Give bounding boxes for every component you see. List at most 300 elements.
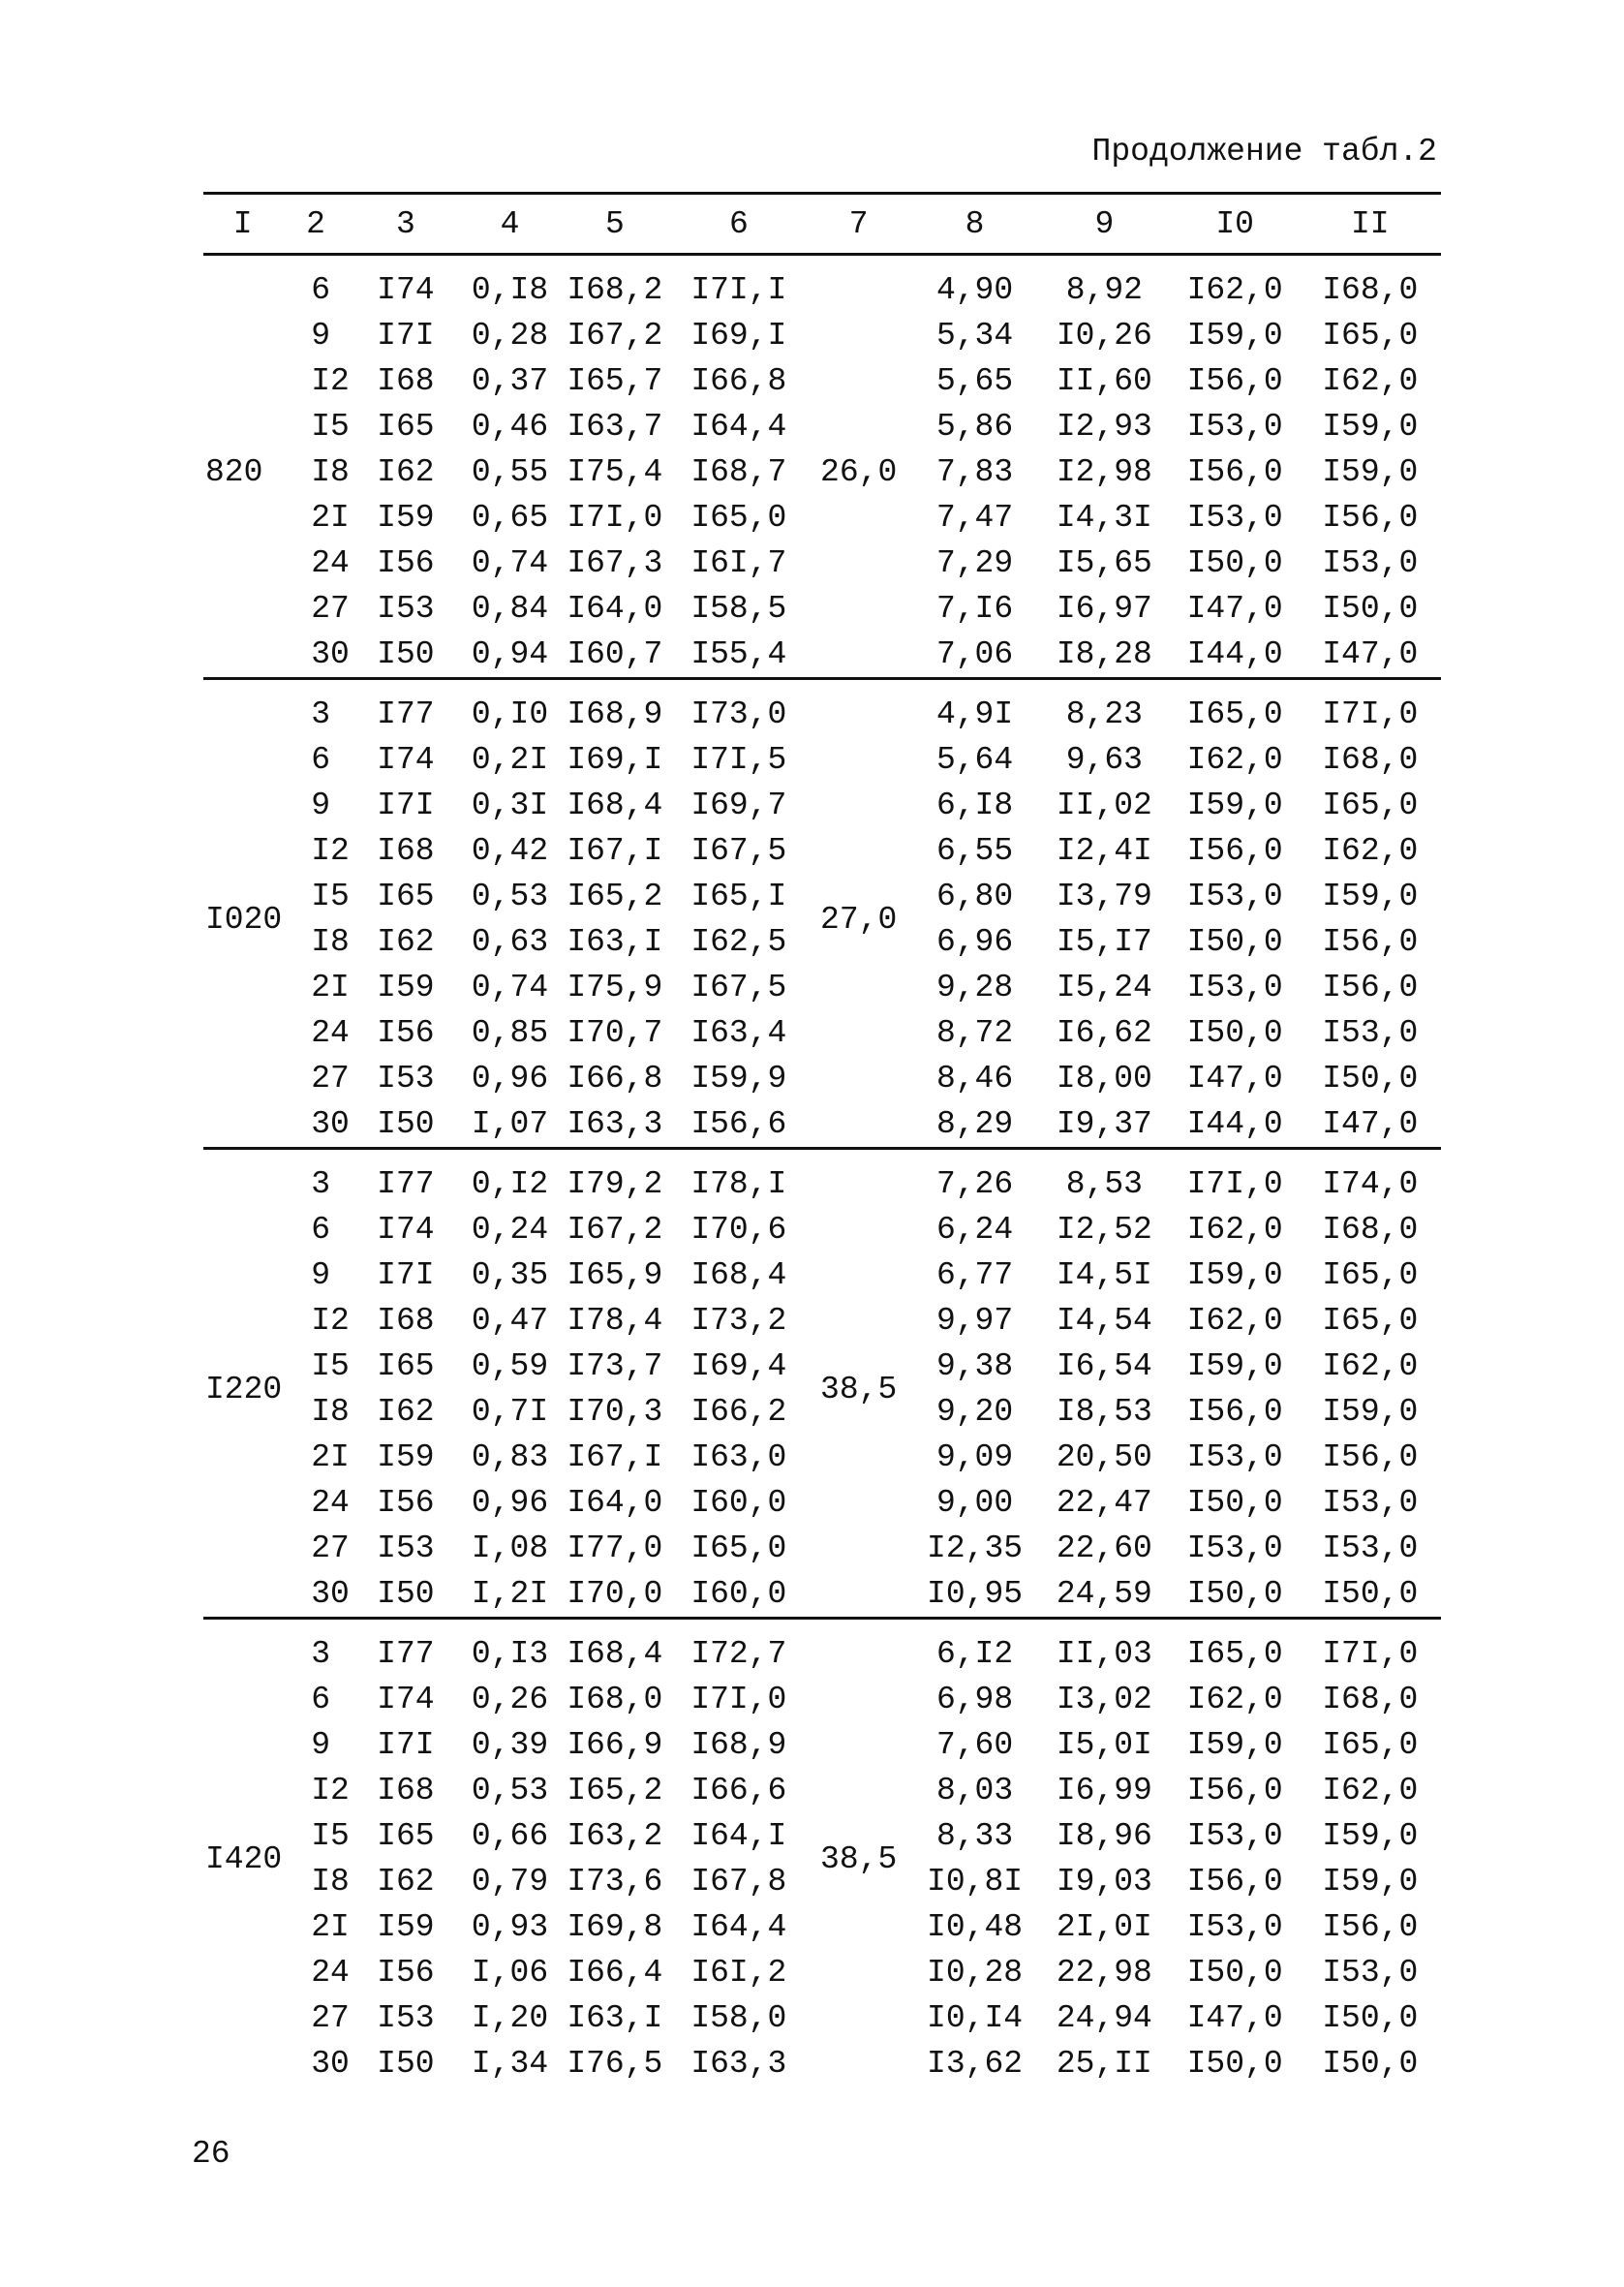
table-cell: I47,0 xyxy=(1322,636,1419,672)
table-cell: I62,0 xyxy=(1186,1303,1283,1339)
table-cell: 27 xyxy=(311,591,350,627)
group-col7-cell: 38,5 xyxy=(806,1149,911,1619)
table-cell: I67,5 xyxy=(690,833,787,869)
table-cell: I47,0 xyxy=(1322,1106,1419,1142)
table-cell: I67,2 xyxy=(567,1212,663,1248)
table-cell: I59,0 xyxy=(1322,1864,1419,1900)
table-cell: I50,0 xyxy=(1186,1955,1283,1991)
table-cell: I74 xyxy=(377,272,435,308)
table-cell: 24,94 xyxy=(1056,2000,1152,2036)
table-cell: I50,0 xyxy=(1322,1576,1419,1612)
table-cell: 9,00 xyxy=(935,1485,1014,1521)
group-label-cell: 820 xyxy=(205,454,263,490)
table-cell: I62,0 xyxy=(1322,833,1419,869)
table-cell: 6 xyxy=(311,742,331,778)
group-col7-cell: 26,0 xyxy=(820,454,898,490)
table-cell: I69,7 xyxy=(690,788,787,823)
table-cell: I64,0 xyxy=(567,1485,663,1521)
table-cell: I53,0 xyxy=(1186,879,1283,914)
table-cell: I53,0 xyxy=(1186,500,1283,536)
table-cell: I44,0 xyxy=(1186,636,1283,672)
table-cell: I50 xyxy=(377,1106,435,1142)
table-cell: 2I xyxy=(311,1439,350,1475)
table-cell: I50,0 xyxy=(1322,1061,1419,1097)
table-cell: 9,38 xyxy=(935,1348,1014,1384)
table-cell: I6,97 xyxy=(1056,591,1152,627)
column-header: 3 xyxy=(350,194,462,255)
group-col7-cell: 27,0 xyxy=(806,679,911,1149)
table-cell: 0,53 xyxy=(471,1773,549,1808)
table-cell: 0,96 xyxy=(471,1485,549,1521)
table-cell: I56,0 xyxy=(1322,1439,1419,1475)
page-number: 26 xyxy=(192,2136,230,2172)
table-cell: I65 xyxy=(377,1348,435,1384)
table-cell: I56,0 xyxy=(1186,1773,1283,1808)
table-cell: I62,0 xyxy=(1186,742,1283,778)
table-cell: I59 xyxy=(377,1439,435,1475)
table-cell: I63,3 xyxy=(690,2046,787,2082)
table-cell: I5,24 xyxy=(1056,970,1152,1005)
table-cell: I65,0 xyxy=(1322,1303,1419,1339)
table-cell: I56,0 xyxy=(1322,1909,1419,1945)
table-cell: I56 xyxy=(377,1015,435,1051)
table-cell: I50,0 xyxy=(1322,2046,1419,2082)
table-cell: I,2I xyxy=(471,1576,549,1612)
table-cell: I53,0 xyxy=(1186,409,1283,445)
table-cell: 9,28 xyxy=(935,970,1014,1005)
table-cell: I77 xyxy=(350,679,462,738)
table-cell: 6,I8 xyxy=(935,788,1014,823)
table-cell: I6,99 xyxy=(1056,1773,1152,1808)
table-cell: 6 xyxy=(311,1682,331,1717)
table-cell: I59,0 xyxy=(1186,1727,1283,1763)
table-cell: I53,0 xyxy=(1322,1530,1419,1566)
table-cell: I65,0 xyxy=(690,500,787,536)
table-cell: 0,96 xyxy=(471,1061,549,1097)
table-cell: I67,I xyxy=(567,1439,663,1475)
table-cell: I6,54 xyxy=(1056,1348,1152,1384)
table-cell: I0,95 xyxy=(927,1576,1024,1612)
table-cell: I50,0 xyxy=(1186,924,1283,960)
table-cell: I58,0 xyxy=(690,2000,787,2036)
table-cell: I56,0 xyxy=(1186,833,1283,869)
table-cell: I70,0 xyxy=(567,1576,663,1612)
table-cell: I65,0 xyxy=(1322,788,1419,823)
table-cell: 24 xyxy=(311,1015,350,1051)
table-row xyxy=(203,679,1441,738)
table-cell: I2,98 xyxy=(1056,454,1152,490)
table-cell: 0,83 xyxy=(471,1439,549,1475)
table-cell: 5,64 xyxy=(935,742,1014,778)
table-cell: 0,53 xyxy=(471,879,549,914)
table-cell: 22,47 xyxy=(1056,1485,1152,1521)
table-cell: 27 xyxy=(311,2000,350,2036)
table-cell: I5,0I xyxy=(1056,1727,1152,1763)
table-cell: I70,6 xyxy=(690,1212,787,1248)
table-cell: I67,I xyxy=(567,833,663,869)
table-cell: I75,4 xyxy=(567,454,663,490)
table-cell: 0,2I xyxy=(471,742,549,778)
table-cell: I64,4 xyxy=(690,1909,787,1945)
table-cell: I56,0 xyxy=(1322,500,1419,536)
table-cell: I63,7 xyxy=(567,409,663,445)
table-cell: I66,8 xyxy=(567,1061,663,1097)
table-cell: I68,0 xyxy=(1322,742,1419,778)
group-col7-cell: 38,5 xyxy=(806,1619,911,2087)
table-cell: I69,8 xyxy=(567,1909,663,1945)
table-cell: I4,3I xyxy=(1056,500,1152,536)
table-row xyxy=(203,1149,1441,1208)
table-cell: 0,79 xyxy=(471,1864,549,1900)
table-cell: I63,4 xyxy=(690,1015,787,1051)
table-cell: I50,0 xyxy=(1186,2046,1283,2082)
column-header: I xyxy=(203,194,282,255)
table-cell: I,07 xyxy=(471,1106,549,1142)
table-cell: I50,0 xyxy=(1186,545,1283,581)
table-cell: 30 xyxy=(311,1106,350,1142)
table-cell: I6I,7 xyxy=(690,545,787,581)
table-cell: 2I xyxy=(311,1909,350,1945)
table-cell: I77,0 xyxy=(567,1530,663,1566)
table-cell: I6,62 xyxy=(1056,1015,1152,1051)
table-cell: I50,0 xyxy=(1186,1576,1283,1612)
table-cell: I67,2 xyxy=(567,318,663,354)
table-cell: I53,0 xyxy=(1322,1485,1419,1521)
table-cell: 8,23 xyxy=(1038,679,1171,738)
table-cell: I50,0 xyxy=(1322,591,1419,627)
table-cell: I67,8 xyxy=(690,1864,787,1900)
table-cell: I66,6 xyxy=(690,1773,787,1808)
table-cell: I65,0 xyxy=(1171,1619,1300,1678)
table-cell: 8,72 xyxy=(935,1015,1014,1051)
table-cell: I50,0 xyxy=(1322,2000,1419,2036)
table-cell: I56,0 xyxy=(1322,924,1419,960)
table-cell: I56 xyxy=(377,545,435,581)
table-cell: I64,4 xyxy=(690,409,787,445)
table-cell: I59,0 xyxy=(1186,788,1283,823)
table-cell: I62 xyxy=(377,1864,435,1900)
table-cell: I62,0 xyxy=(1322,363,1419,399)
table-cell: I7I,0 xyxy=(1300,1619,1441,1678)
table-cell: I56,0 xyxy=(1186,1864,1283,1900)
table-cell: 0,94 xyxy=(471,636,549,672)
table-cell: 0,7I xyxy=(471,1394,549,1430)
table-cell: 9,09 xyxy=(935,1439,1014,1475)
table-cell: I76,5 xyxy=(567,2046,663,2082)
table-cell: 6,98 xyxy=(935,1682,1014,1717)
table-cell: I0,8I xyxy=(927,1864,1024,1900)
table-cell: I64,I xyxy=(690,1818,787,1854)
table-cell: I3,02 xyxy=(1056,1682,1152,1717)
table-cell: I68,7 xyxy=(690,454,787,490)
table-cell: I7I xyxy=(377,1727,435,1763)
table-cell: I65 xyxy=(377,1818,435,1854)
table-cell: I59,0 xyxy=(1322,1818,1419,1854)
table-cell: I62,0 xyxy=(1186,272,1283,308)
table-cell: 5,65 xyxy=(935,363,1014,399)
table-cell: 0,I3 xyxy=(462,1619,558,1678)
table-cell: I60,0 xyxy=(690,1576,787,1612)
table-cell: 0,46 xyxy=(471,409,549,445)
table-cell: I59,0 xyxy=(1322,409,1419,445)
table-cell: I68,4 xyxy=(558,1619,671,1678)
table-cell: I62,0 xyxy=(1322,1773,1419,1808)
table-cell: I63,I xyxy=(567,2000,663,2036)
table-cell: 2I xyxy=(311,970,350,1005)
table-row xyxy=(203,255,1441,314)
table-cell: 0,63 xyxy=(471,924,549,960)
table-cell: 0,3I xyxy=(471,788,549,823)
table-cell: I5,65 xyxy=(1056,545,1152,581)
table-cell: I47,0 xyxy=(1186,1061,1283,1097)
table-cell: I63,I xyxy=(567,924,663,960)
table-cell: 30 xyxy=(311,636,350,672)
table-cell: I3,62 xyxy=(927,2046,1024,2082)
table-cell: I9,03 xyxy=(1056,1864,1152,1900)
table-cell: I66,4 xyxy=(567,1955,663,1991)
table-cell: I7I xyxy=(377,1257,435,1293)
table-cell: I62 xyxy=(377,924,435,960)
table-cell: I56,0 xyxy=(1186,1394,1283,1430)
table-cell: 24 xyxy=(311,1485,350,1521)
table-cell: I8 xyxy=(311,924,350,960)
table-cell: I68,0 xyxy=(567,1682,663,1717)
table-cell: I75,9 xyxy=(567,970,663,1005)
table-cell: I65,0 xyxy=(1171,679,1300,738)
table-row xyxy=(203,1619,1441,1678)
table-cell: I72,7 xyxy=(672,1619,807,1678)
table-cell: I50,0 xyxy=(1186,1015,1283,1051)
group-label-cell: I020 xyxy=(203,679,282,1149)
group-label-cell: I420 xyxy=(203,1619,282,2087)
table-cell: I7I xyxy=(377,788,435,823)
table-cell: I53,0 xyxy=(1186,1439,1283,1475)
table-cell: 9 xyxy=(311,1727,331,1763)
table-cell: I56,0 xyxy=(1186,363,1283,399)
table-cell: I56,0 xyxy=(1322,970,1419,1005)
table-cell: I53,0 xyxy=(1322,1015,1419,1051)
column-header: II xyxy=(1300,194,1441,255)
table-cell: 8,53 xyxy=(1038,1149,1171,1208)
table-cell: 0,35 xyxy=(471,1257,549,1293)
table-cell: 6 xyxy=(311,1212,331,1248)
column-header: 6 xyxy=(672,194,807,255)
table-cell: 7,29 xyxy=(935,545,1014,581)
table-cell: I65,7 xyxy=(567,363,663,399)
table-cell: I5 xyxy=(311,879,350,914)
table-cell: 6 xyxy=(311,272,331,308)
table-cell: 3 xyxy=(282,679,350,738)
table-cell: 0,55 xyxy=(471,454,549,490)
table-cell: I59,0 xyxy=(1186,1257,1283,1293)
table-cell: 6,80 xyxy=(935,879,1014,914)
table-cell: I60,0 xyxy=(690,1485,787,1521)
column-header: I0 xyxy=(1171,194,1300,255)
table-cell: 0,66 xyxy=(471,1818,549,1854)
table-cell: I68,0 xyxy=(1322,1212,1419,1248)
table-cell: I53,0 xyxy=(1322,1955,1419,1991)
table-cell: I59,0 xyxy=(1322,879,1419,914)
table-cell: I59,0 xyxy=(1322,454,1419,490)
table-cell: I2,52 xyxy=(1056,1212,1152,1248)
column-header: 2 xyxy=(282,194,350,255)
table-cell: I50,0 xyxy=(1186,1485,1283,1521)
table-cell: I66,8 xyxy=(690,363,787,399)
table-cell: I73,0 xyxy=(672,679,807,738)
table-cell: 27 xyxy=(311,1061,350,1097)
table-cell: I3,79 xyxy=(1056,879,1152,914)
table-cell: 0,39 xyxy=(471,1727,549,1763)
table-cell: 27 xyxy=(311,1530,350,1566)
table-cell: I78,I xyxy=(672,1149,807,1208)
table-cell: I68,9 xyxy=(558,679,671,738)
table-cell: I9,37 xyxy=(1056,1106,1152,1142)
table-cell: I2,35 xyxy=(927,1530,1024,1566)
table-cell: I56 xyxy=(377,1955,435,1991)
table-cell: I73,7 xyxy=(567,1348,663,1384)
table-cell: I7I,0 xyxy=(690,1682,787,1717)
table-cell: 9,63 xyxy=(1065,742,1143,778)
table-cell: I68,0 xyxy=(1322,272,1419,308)
table-cell: I2 xyxy=(311,833,350,869)
table-caption: Продолжение табл.2 xyxy=(1091,134,1437,170)
table-cell: I4,5I xyxy=(1056,1257,1152,1293)
table-cell: I0,28 xyxy=(927,1955,1024,1991)
table-cell: I56 xyxy=(377,1485,435,1521)
table-cell: I2 xyxy=(311,363,350,399)
table-cell: I62 xyxy=(377,454,435,490)
table-cell: I65,0 xyxy=(690,1530,787,1566)
table-cell: I73,2 xyxy=(690,1303,787,1339)
table-cell: 0,85 xyxy=(471,1015,549,1051)
table-cell: 0,93 xyxy=(471,1909,549,1945)
table-cell: I,08 xyxy=(471,1530,549,1566)
table-cell: I77 xyxy=(350,1619,462,1678)
column-header: 7 xyxy=(806,194,911,255)
table-cell: I50 xyxy=(377,1576,435,1612)
table-cell: I65,0 xyxy=(1322,318,1419,354)
table-cell: I74,0 xyxy=(1300,1149,1441,1208)
table-cell: 30 xyxy=(311,1576,350,1612)
table-cell: I7I,0 xyxy=(1171,1149,1300,1208)
table-cell: 2I,0I xyxy=(1056,1909,1152,1945)
table-cell: I56,0 xyxy=(1186,454,1283,490)
table-cell: 6,96 xyxy=(935,924,1014,960)
table-cell: I8 xyxy=(311,454,350,490)
table-cell: I65,2 xyxy=(567,1773,663,1808)
table-cell: I64,0 xyxy=(567,591,663,627)
table-cell: I68,4 xyxy=(690,1257,787,1293)
table-cell: 2I xyxy=(311,500,350,536)
table-cell: I63,3 xyxy=(567,1106,663,1142)
table-cell: I5,I7 xyxy=(1056,924,1152,960)
table-cell: I7I xyxy=(377,318,435,354)
table-cell: 8,46 xyxy=(935,1061,1014,1097)
table-cell: I47,0 xyxy=(1186,591,1283,627)
table-cell: I68 xyxy=(377,1303,435,1339)
table-cell: I53 xyxy=(377,1061,435,1097)
table-cell: 6,I2 xyxy=(911,1619,1038,1678)
table-cell: I44,0 xyxy=(1186,1106,1283,1142)
table-cell: 8,33 xyxy=(935,1818,1014,1854)
table-cell: I47,0 xyxy=(1186,2000,1283,2036)
table-cell: 3 xyxy=(282,1619,350,1678)
table-cell: 5,34 xyxy=(935,318,1014,354)
table-cell: 0,42 xyxy=(471,833,549,869)
table-cell: I58,5 xyxy=(690,591,787,627)
table-cell: I50 xyxy=(377,2046,435,2082)
table-cell: 0,65 xyxy=(471,500,549,536)
table-cell: I67,5 xyxy=(690,970,787,1005)
column-header: 4 xyxy=(462,194,558,255)
table-cell: I68,4 xyxy=(567,788,663,823)
table-cell: 0,I0 xyxy=(462,679,558,738)
table-cell: I6I,2 xyxy=(690,1955,787,1991)
table-cell: I7I,0 xyxy=(1300,679,1441,738)
table-cell: 0,47 xyxy=(471,1303,549,1339)
table-cell: I69,4 xyxy=(690,1348,787,1384)
table-cell: I65,0 xyxy=(1322,1257,1419,1293)
table-cell: 0,74 xyxy=(471,970,549,1005)
table-cell: 0,26 xyxy=(471,1682,549,1717)
table-cell: I,06 xyxy=(471,1955,549,1991)
table-cell: I53,0 xyxy=(1322,545,1419,581)
table-cell: I63,2 xyxy=(567,1818,663,1854)
table-cell: I62,0 xyxy=(1322,1348,1419,1384)
table-cell: I65 xyxy=(377,879,435,914)
table-cell: I8,53 xyxy=(1056,1394,1152,1430)
table-cell: I66,2 xyxy=(690,1394,787,1430)
table-cell: I8 xyxy=(311,1394,350,1430)
table-cell: 24 xyxy=(311,545,350,581)
table-cell: 0,I8 xyxy=(471,272,549,308)
table-cell: I60,7 xyxy=(567,636,663,672)
table-cell: I2 xyxy=(311,1773,350,1808)
table-cell: I59 xyxy=(377,1909,435,1945)
table-cell: 0,I2 xyxy=(462,1149,558,1208)
table-cell: I2 xyxy=(311,1303,350,1339)
column-header: 5 xyxy=(558,194,671,255)
table-cell: I59 xyxy=(377,500,435,536)
table-cell: 0,28 xyxy=(471,318,549,354)
table-cell: 7,26 xyxy=(911,1149,1038,1208)
table-cell: I,20 xyxy=(471,2000,549,2036)
table-cell: 0,24 xyxy=(471,1212,549,1248)
table-cell: 7,I6 xyxy=(935,591,1014,627)
data-table xyxy=(203,192,1441,2086)
table-cell: 0,84 xyxy=(471,591,549,627)
table-cell: 6,77 xyxy=(935,1257,1014,1293)
table-cell: II,02 xyxy=(1056,788,1152,823)
table-cell: I0,I4 xyxy=(927,2000,1024,2036)
table-cell: I59,9 xyxy=(690,1061,787,1097)
table-cell: I0,48 xyxy=(927,1909,1024,1945)
table-cell: I59 xyxy=(377,970,435,1005)
table-cell: I5 xyxy=(311,409,350,445)
table-cell: 24,59 xyxy=(1056,1576,1152,1612)
table-cell: II,60 xyxy=(1056,363,1152,399)
table-cell: I65,I xyxy=(690,879,787,914)
table-cell: I53 xyxy=(377,591,435,627)
table-cell: I53,0 xyxy=(1186,1818,1283,1854)
table-cell: I53,0 xyxy=(1186,1530,1283,1566)
table-cell: 9 xyxy=(311,1257,331,1293)
table-cell: 6,24 xyxy=(935,1212,1014,1248)
table-cell: 9 xyxy=(311,318,331,354)
table-cell: I50 xyxy=(377,636,435,672)
table-cell: I68,2 xyxy=(567,272,663,308)
table-cell: 8,92 xyxy=(1065,272,1143,308)
